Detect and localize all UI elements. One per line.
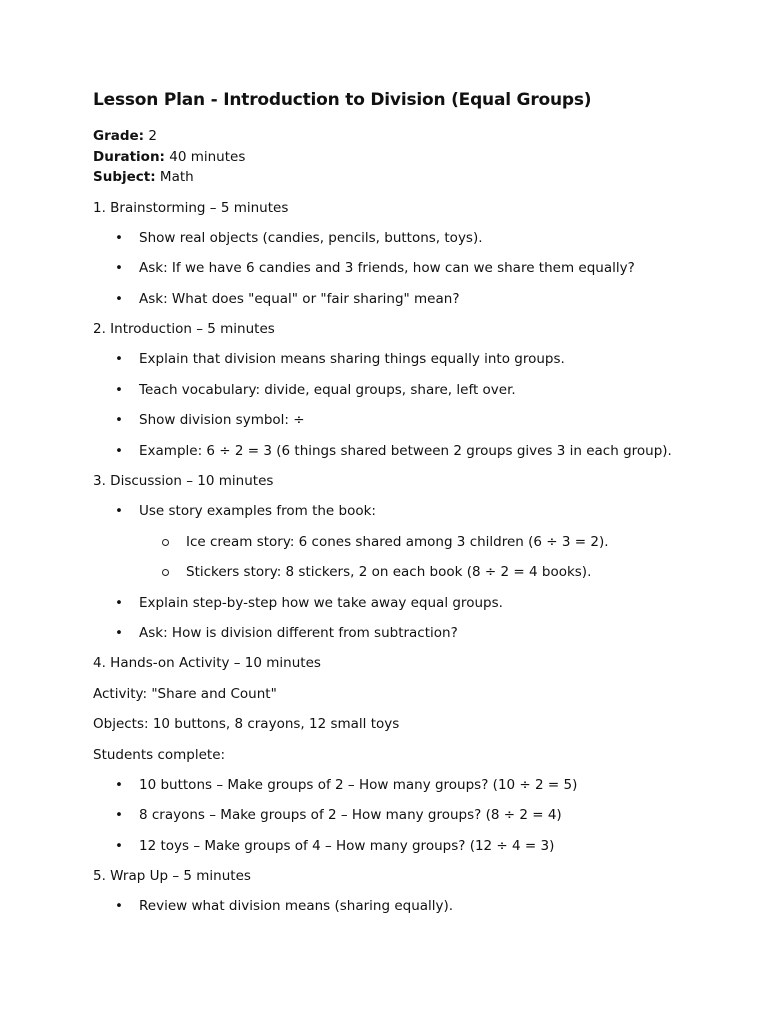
grade-value: 2	[144, 128, 157, 144]
list-item-text: Explain that division means sharing things equally into groups.	[139, 351, 565, 368]
list-item-text: Use story examples from the book:	[139, 503, 376, 520]
list-item	[93, 623, 708, 653]
bullet-icon: •	[115, 442, 123, 459]
objects-line: Objects: 10 buttons, 8 crayons, 12 small toys	[93, 716, 400, 733]
list-item-text: Review what division means (sharing equally).	[139, 898, 454, 915]
section-heading-activity: 4. Hands-on Activity – 10 minutes	[93, 655, 321, 672]
duration-label: Duration:	[93, 148, 165, 165]
grade-line	[93, 126, 708, 147]
list-item	[93, 836, 708, 866]
list-item	[93, 410, 708, 440]
list-item	[93, 380, 708, 410]
bullet-icon: •	[115, 290, 123, 307]
list-item-text: Teach vocabulary: divide, equal groups, share, left over.	[139, 381, 516, 398]
activity-line: Activity: "Share and Count"	[93, 685, 277, 702]
bullet-icon: •	[115, 229, 123, 246]
list-item	[93, 775, 708, 805]
subject-line	[93, 167, 708, 188]
sub-list-item-text: Stickers story: 8 stickers, 2 on each book (8 ÷ 2 = 4 books).	[186, 564, 592, 581]
list-item-text: 12 toys – Make groups of 4 – How many groups? (12 ÷ 4 = 3)	[139, 837, 555, 854]
list-item-text: Ask: If we have 6 candies and 3 friends, how can we share them equally?	[139, 260, 635, 277]
sub-list-item-text: Ice cream story: 6 cones shared among 3 children (6 ÷ 3 = 2).	[186, 533, 609, 550]
bullet-icon: •	[115, 837, 123, 854]
section-heading-introduction: 2. Introduction – 5 minutes	[93, 321, 275, 338]
list-item-text: Ask: What does "equal" or "fair sharing" mean?	[139, 290, 460, 307]
bullet-icon: •	[115, 807, 123, 824]
list-item-text: 8 crayons – Make groups of 2 – How many groups? (8 ÷ 2 = 4)	[139, 807, 562, 824]
bullet-icon: •	[115, 381, 123, 398]
list-item	[93, 441, 708, 471]
page-title: Lesson Plan - Introduction to Division (Equal Groups)	[93, 90, 592, 110]
list-item	[93, 228, 708, 258]
list-item-text: Example: 6 ÷ 2 = 3 (6 things shared between 2 groups gives 3 in each group).	[139, 442, 672, 459]
list-item-text: Show division symbol: ÷	[139, 412, 305, 429]
students-line: Students complete:	[93, 746, 226, 763]
bullet-icon: •	[115, 260, 123, 277]
list-item-text: Explain step-by-step how we take away equal groups.	[139, 594, 503, 611]
bullet-icon: •	[115, 624, 123, 641]
bullet-icon: •	[115, 412, 123, 429]
list-item	[93, 349, 708, 379]
list-item-text: Ask: How is division different from subtraction?	[139, 624, 458, 641]
list-item-text: Show real objects (candies, pencils, buttons, toys).	[139, 229, 483, 246]
section-heading-discussion: 3. Discussion – 10 minutes	[93, 473, 274, 490]
list-item-text: 10 buttons – Make groups of 2 – How many groups? (10 ÷ 2 = 5)	[139, 776, 578, 793]
sub-list-item	[93, 532, 708, 562]
list-item	[93, 896, 708, 926]
bullet-icon: •	[115, 898, 123, 915]
list-item	[93, 289, 708, 319]
duration-line	[93, 147, 708, 168]
duration-value: 40 minutes	[164, 148, 246, 165]
list-item	[93, 805, 708, 835]
list-item	[93, 501, 708, 531]
subject-label: Subject:	[93, 169, 156, 185]
bullet-icon: •	[115, 351, 123, 368]
list-item	[93, 258, 708, 288]
bullet-icon: •	[115, 503, 123, 520]
grade-label: Grade:	[93, 128, 145, 144]
circle-bullet-icon	[162, 569, 169, 576]
circle-bullet-icon	[162, 539, 169, 546]
subject-value: Math	[155, 169, 194, 185]
bullet-icon: •	[115, 594, 123, 611]
sub-list-item	[93, 562, 708, 592]
list-item	[93, 593, 708, 623]
section-heading-wrapup: 5. Wrap Up – 5 minutes	[93, 868, 251, 885]
section-heading-brainstorming: 1. Brainstorming – 5 minutes	[93, 199, 289, 216]
bullet-icon: •	[115, 776, 123, 793]
